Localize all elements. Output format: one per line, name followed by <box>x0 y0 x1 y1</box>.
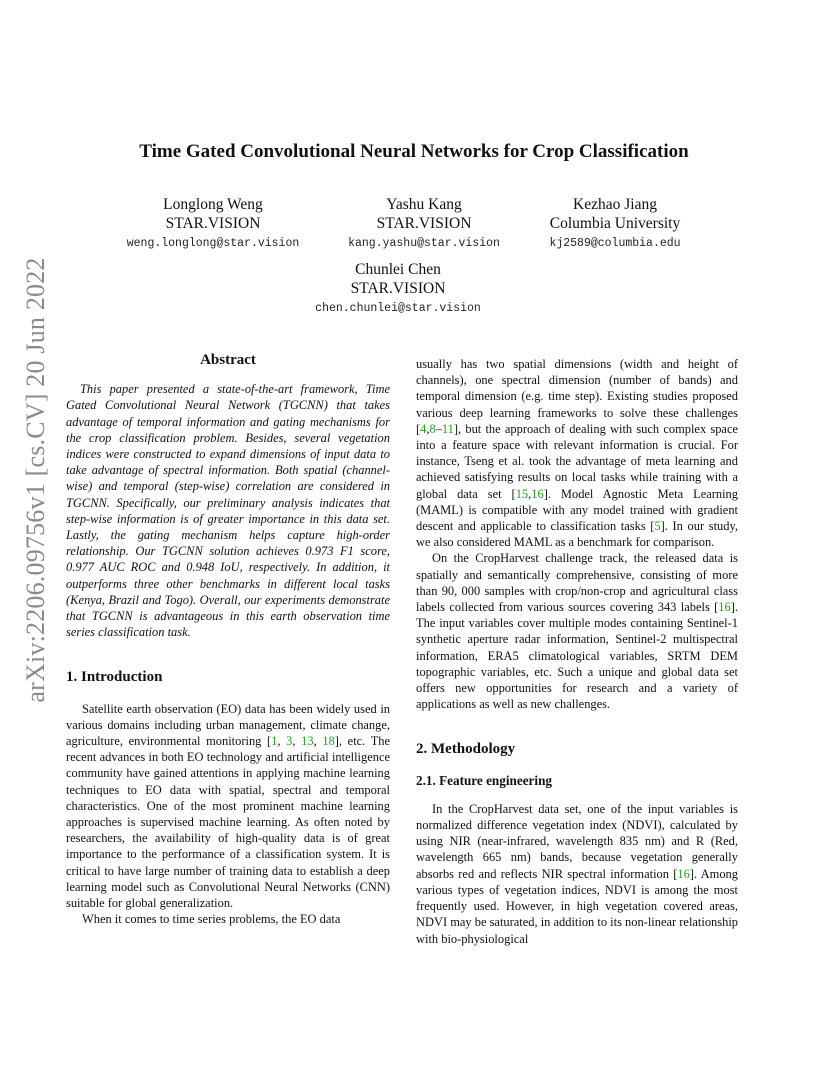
author-email: weng.longlong@star.vision <box>126 237 300 250</box>
abstract-heading: Abstract <box>200 352 256 368</box>
citation-link[interactable]: 16 <box>677 866 690 881</box>
paper-title: Time Gated Convolutional Neural Networks for Crop Classification <box>139 141 689 162</box>
author-affiliation: STAR.VISION <box>165 215 261 232</box>
citation-link[interactable]: 16 <box>718 600 731 615</box>
citation-link[interactable]: 15 <box>515 486 529 501</box>
citation-link[interactable]: 18 <box>322 734 335 749</box>
author-block <box>120 195 306 255</box>
author-name: Longlong Weng <box>163 196 263 213</box>
author-email: kj2589@columbia.edu <box>549 237 681 250</box>
abstract-text: This paper presented a state-of-the-art framework, Time Gated Convolutional Neural Network (TGCNN) that takes advantage of temporal information and gating mechanisms for the crop classification problem. Besides, several vegetation indices were constructed to expand dimensions of input data to take advantage of spectral information. Both spatial (channel-wise) and temporal (step-wise) correlation are considered in TGCNN. Specifically, our preliminary analysis indicates that step-wise information is of greater importance in this data set. Lastly, the gating mechanism helps capture high-order relationship. Our TGCNN solution achieves 0.973 F1 score, 0.977 AUC ROC and 0.948 IoU, respectively. In addition, it outperforms three other benchmarks in different local tasks (Kenya, Brazil and Togo). Overall, our experiments demonstrate that TGCNN is advantageous in this earth observation time series classification task. <box>66 382 390 640</box>
intro-paragraph-continued: When it comes to time series problems, the EO data <box>82 912 341 927</box>
citation-link[interactable]: 11 <box>441 421 454 436</box>
author-affiliation: Columbia University <box>549 215 681 232</box>
author-affiliation: STAR.VISION <box>350 280 446 297</box>
subsection-heading-feature-engineering: 2.1. Feature engineering <box>416 772 553 788</box>
citation-link[interactable]: 3 <box>286 734 293 749</box>
citation-link[interactable]: 1 <box>271 734 278 749</box>
right-column <box>416 356 738 947</box>
body-paragraph: On the CropHarvest challenge track, the released data is spatially and semantically comprehensive, consisting of more than 90, 000 samples with crop/non-crop and agricultural class labels collected from various sources covering 343 labels [16]. The input variables cover multiple modes containing Sentinel-1 synthetic aperture radar information, Sentinel-2 multispectral information, ERA5 climatological variables, SRTM DEM topographic variables, etc. Such a unique and global data set offers new opportunities for research and a variety of applications as well as new challenges. <box>416 551 738 712</box>
author-name: Yashu Kang <box>386 196 462 213</box>
author-email: chen.chunlei@star.vision <box>315 302 481 315</box>
arxiv-identifier: arXiv:2206.09756v1 [cs.CV] 20 Jun 2022 <box>21 257 50 703</box>
section-heading-methodology: 2. Methodology <box>416 741 516 758</box>
author-block <box>540 195 690 255</box>
author-name: Chunlei Chen <box>355 261 441 278</box>
author-block <box>303 260 493 320</box>
section-heading-introduction: 1. Introduction <box>66 669 163 686</box>
citation-link[interactable]: 5 <box>654 519 661 534</box>
author-affiliation: STAR.VISION <box>376 215 472 232</box>
citation-link[interactable]: 16 <box>531 486 544 501</box>
body-paragraph: usually has two spatial dimensions (width and height of channels), one spectral dimension (number of bands) and temporal dimension (e.g. time step). Existing studies proposed various deep learning frameworks to solve these challenges [4,8–11], but the approach of dealing with such complex space into a feature space with relevant information is crucial. For instance, Tseng et al. took the advantage of meta learning and achieved satisfying results on local tasks while training with a global data set [15,16]. Model Agnostic Meta Learning (MAML) is compatible with any model trained with gradient descent and applicable to classification tasks [5]. In our study, we also considered MAML as a benchmark for comparison. <box>416 357 738 550</box>
body-paragraph: In the CropHarvest data set, one of the input variables is normalized difference vegetation index (NDVI), calculated by using NIR (near-infrared, wavelength 835 nm) and R (Red, wavelength 665 nm) bands, because vegetation generally absorbs red and reflects NIR spectral information [16]. Among various types of vegetation indices, NDVI is among the most frequently used. However, in high vegetation covered areas, NDVI may be saturated, in addition to its non-linear relationship with bio-physiological <box>416 801 738 946</box>
citation-link[interactable]: 4 <box>420 421 427 436</box>
intro-paragraph: Satellite earth observation (EO) data has been widely used in various domains including urban management, climate change, agriculture, environmental monitoring [1, 3, 13, 18], etc. The recent advances in both EO technology and artificial intelligence community have gained attentions in applying machine learning techniques to EO data with spatial, spectral and temporal characteristics. One of the most prominent machine learning approaches is supervised machine learning. As often noted by researchers, the availability of high-quality data is of great importance to the performance of a classification system. It is critical to have large number of training data to establish a deep learning model such as Convolutional Neural Networks (CNN) suitable for global generalization. <box>66 701 391 911</box>
left-column <box>66 352 390 928</box>
author-block <box>340 195 508 255</box>
author-email: kang.yashu@star.vision <box>348 237 500 250</box>
citation-link[interactable]: 13 <box>301 734 314 749</box>
author-name: Kezhao Jiang <box>573 196 657 213</box>
citation-link[interactable]: 8 <box>429 421 436 436</box>
